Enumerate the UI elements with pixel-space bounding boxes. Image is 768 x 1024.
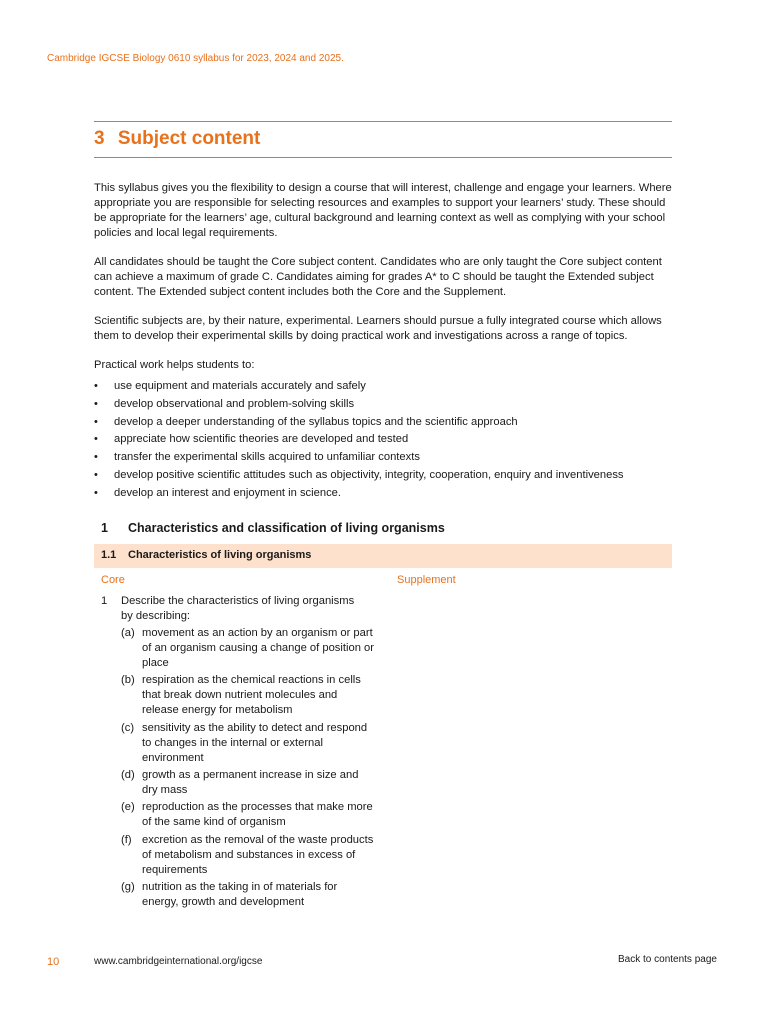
topic-title: Characteristics and classification of living organisms [128,521,445,535]
section-title-text: Subject content [117,128,261,149]
subtopic-number: 1.1 [101,549,117,561]
item-text: respiration as the chemical reactions in cells that break down nutrient molecules and release energy for metabolism [142,674,361,716]
list-item: • develop positive scientific attitudes such as objectivity, integrity, cooperation, enquiry and inventiveness [94,468,624,481]
item-label: (g) [121,881,135,893]
section-rule-bottom [94,157,672,158]
bullet-icon: • [94,397,98,410]
running-header: Cambridge IGCSE Biology 0610 syllabus for 2023, 2024 and 2025. [47,53,344,64]
bullet-icon: • [94,415,98,428]
bullet-icon: • [94,380,98,392]
practical-lead-in: Practical work helps students to: [94,359,255,371]
item-text: excretion as the removal of the waste products of metabolism and substances in excess of requirements [142,834,374,876]
list-item: • use equipment and materials accurately and safely [94,380,366,392]
topic-number: 1 [101,521,108,535]
item-label: (b) [121,674,135,686]
item-label: (d) [121,769,135,781]
objective-number: 1 [101,595,108,607]
item-label: (c) [121,722,135,734]
bullet-icon: • [94,433,98,446]
list-item: • appreciate how scientific theories are developed and tested [94,433,409,446]
item-text: growth as a permanent increase in size and dry mass [142,769,359,796]
section-number: 3 [94,128,105,149]
intro-paragraph-2: All candidates should be taught the Core subject content. Candidates who are only taught the Core subject content can achieve a maximum of grade C. Candidates aiming for grades A* to C should be taught the Extended subject content. The Extended subject content includes both the Core and the Supplement. [94,256,662,298]
section-title [94,128,260,150]
back-to-contents-link[interactable]: Back to contents page [618,954,717,965]
item-label: (a) [121,627,135,639]
item-text: movement as an action by an organism or part of an organism causing a change of position or place [142,627,374,669]
page-number: 10 [47,956,60,968]
core-column-heading: Core [101,574,125,586]
list-item: • develop a deeper understanding of the syllabus topics and the scientific approach [94,415,518,428]
objective-text: Describe the characteristics of living organisms by describing: [121,595,355,622]
footer-website-link[interactable]: www.cambridgeinternational.org/igcse [94,956,263,967]
practical-skills-list [94,379,674,504]
item-text: nutrition as the taking in of materials for energy, growth and development [142,881,338,908]
bullet-icon: • [94,468,98,481]
topic-heading [101,521,445,535]
list-item: • develop observational and problem-solving skills [94,397,355,410]
item-label: (f) [121,834,132,846]
item-text: sensitivity as the ability to detect and respond to changes in the internal or external environment [142,722,368,764]
supplement-column-heading: Supplement [397,574,456,586]
intro-paragraph-3: Scientific subjects are, by their nature, experimental. Learners should pursue a fully integrated course which allows them to develop their experimental skills by doing practical work and investigations across a range of topics. [94,315,662,342]
bullet-icon: • [94,486,98,499]
bullet-icon: • [94,451,98,464]
item-label: (e) [121,801,135,813]
subtopic-title: Characteristics of living organisms [128,549,312,561]
section-rule-top [94,121,672,122]
subtopic-band [94,544,672,568]
list-item: • develop an interest and enjoyment in science. [94,486,342,499]
intro-paragraph-1: This syllabus gives you the flexibility to design a course that will interest, challenge and engage your learners. Where appropriate you are responsible for selecting resources and examples to support your learners’ study. These should be appropriate for the learners’ age, cultural background and learning context as well as complying with your school policies and local legal requirements. [94,182,672,239]
list-item: • transfer the experimental skills acquired to unfamiliar contexts [94,451,420,464]
item-text: reproduction as the processes that make more of the same kind of organism [142,801,373,828]
